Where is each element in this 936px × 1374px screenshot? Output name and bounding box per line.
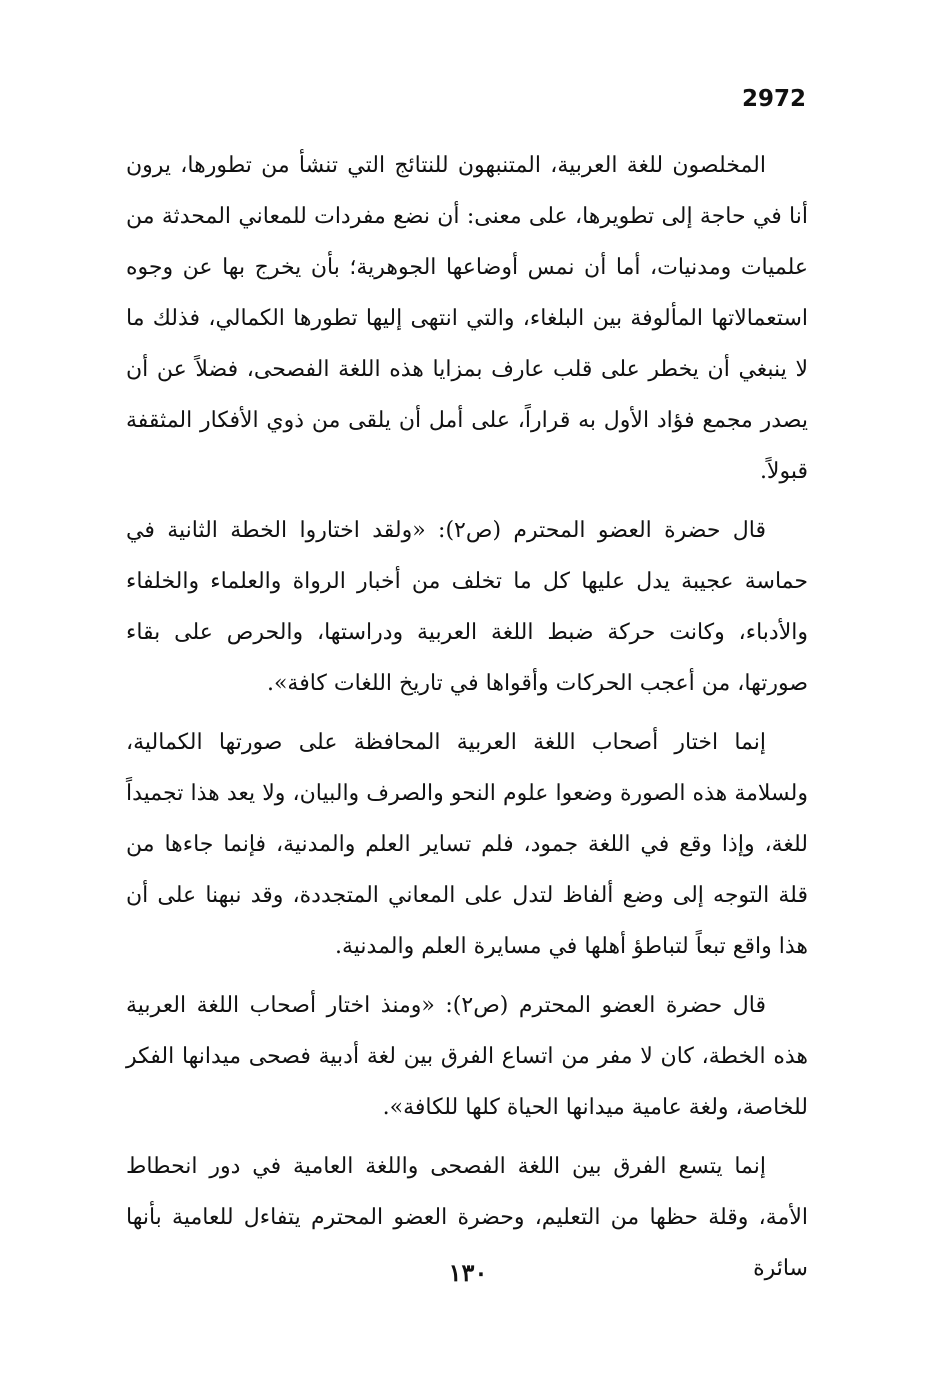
serial-number: 2972 [741, 86, 806, 112]
paragraph-1: المخلصون للغة العربية، المتنبهون للنتائج التي تنشأ من تطورها، يرون أنا في حاجة إلى تطويرها، على معنى: أن نضع مفردات للمعاني المحدثة من علميات ومدنيات، أما أن نمس أوضاعها الجوهرية؛ بأن يخرج بها عن وجوه استعمالاتها المألوفة بين البلغاء، والتي انتهى إليها تطورها الكمالي، فذلك ما لا ينبغي أن يخطر على قلب عارف بمزايا هذه اللغة الفصحى، فضلاً عن أن يصدر مجمع فؤاد الأول به قراراً، على أمل أن يلقى من ذوي الأفكار المثقفة قبولاً. [126, 153, 808, 484]
paragraph-4: قال حضرة العضو المحترم (ص٢): «ومنذ اختار أصحاب اللغة العربية هذه الخطة، كان لا مفر من اتساع الفرق بين لغة أدبية فصحى ميدانها الفكر للخاصة، ولغة عامية ميدانها الحياة كلها للكافة». [126, 993, 808, 1120]
body-text [126, 140, 808, 1294]
paragraph-5: إنما يتسع الفرق بين اللغة الفصحى واللغة العامية في دور انحطاط الأمة، وقلة حظها من التعليم، وحضرة العضو المحترم يتفاءل للعامية بأنها سائرة [126, 1154, 808, 1281]
paragraph-3: إنما اختار أصحاب اللغة العربية المحافظة على صورتها الكمالية، ولسلامة هذه الصورة وضعوا علوم النحو والصرف والبيان، ولا يعد هذا تجميداً للغة، وإذا وقع في اللغة جمود، فلم تساير العلم والمدنية، فإنما جاءها من قلة التوجه إلى وضع ألفاظ لتدل على المعاني المتجددة، وقد نبهنا على أن هذا واقع تبعاً لتباطؤ أهلها في مسايرة العلم والمدنية. [126, 730, 808, 959]
page-number: ١٣٠ [448, 1258, 488, 1287]
paragraph-2: قال حضرة العضو المحترم (ص٢): «ولقد اختاروا الخطة الثانية في حماسة عجيبة يدل عليها كل ما تخلف من أخبار الرواة والعلماء والخلفاء والأدباء، وكانت حركة ضبط اللغة العربية ودراستها، والحرص على بقاء صورتها، من أعجب الحركات وأقواها في تاريخ اللغات كافة». [126, 518, 808, 696]
